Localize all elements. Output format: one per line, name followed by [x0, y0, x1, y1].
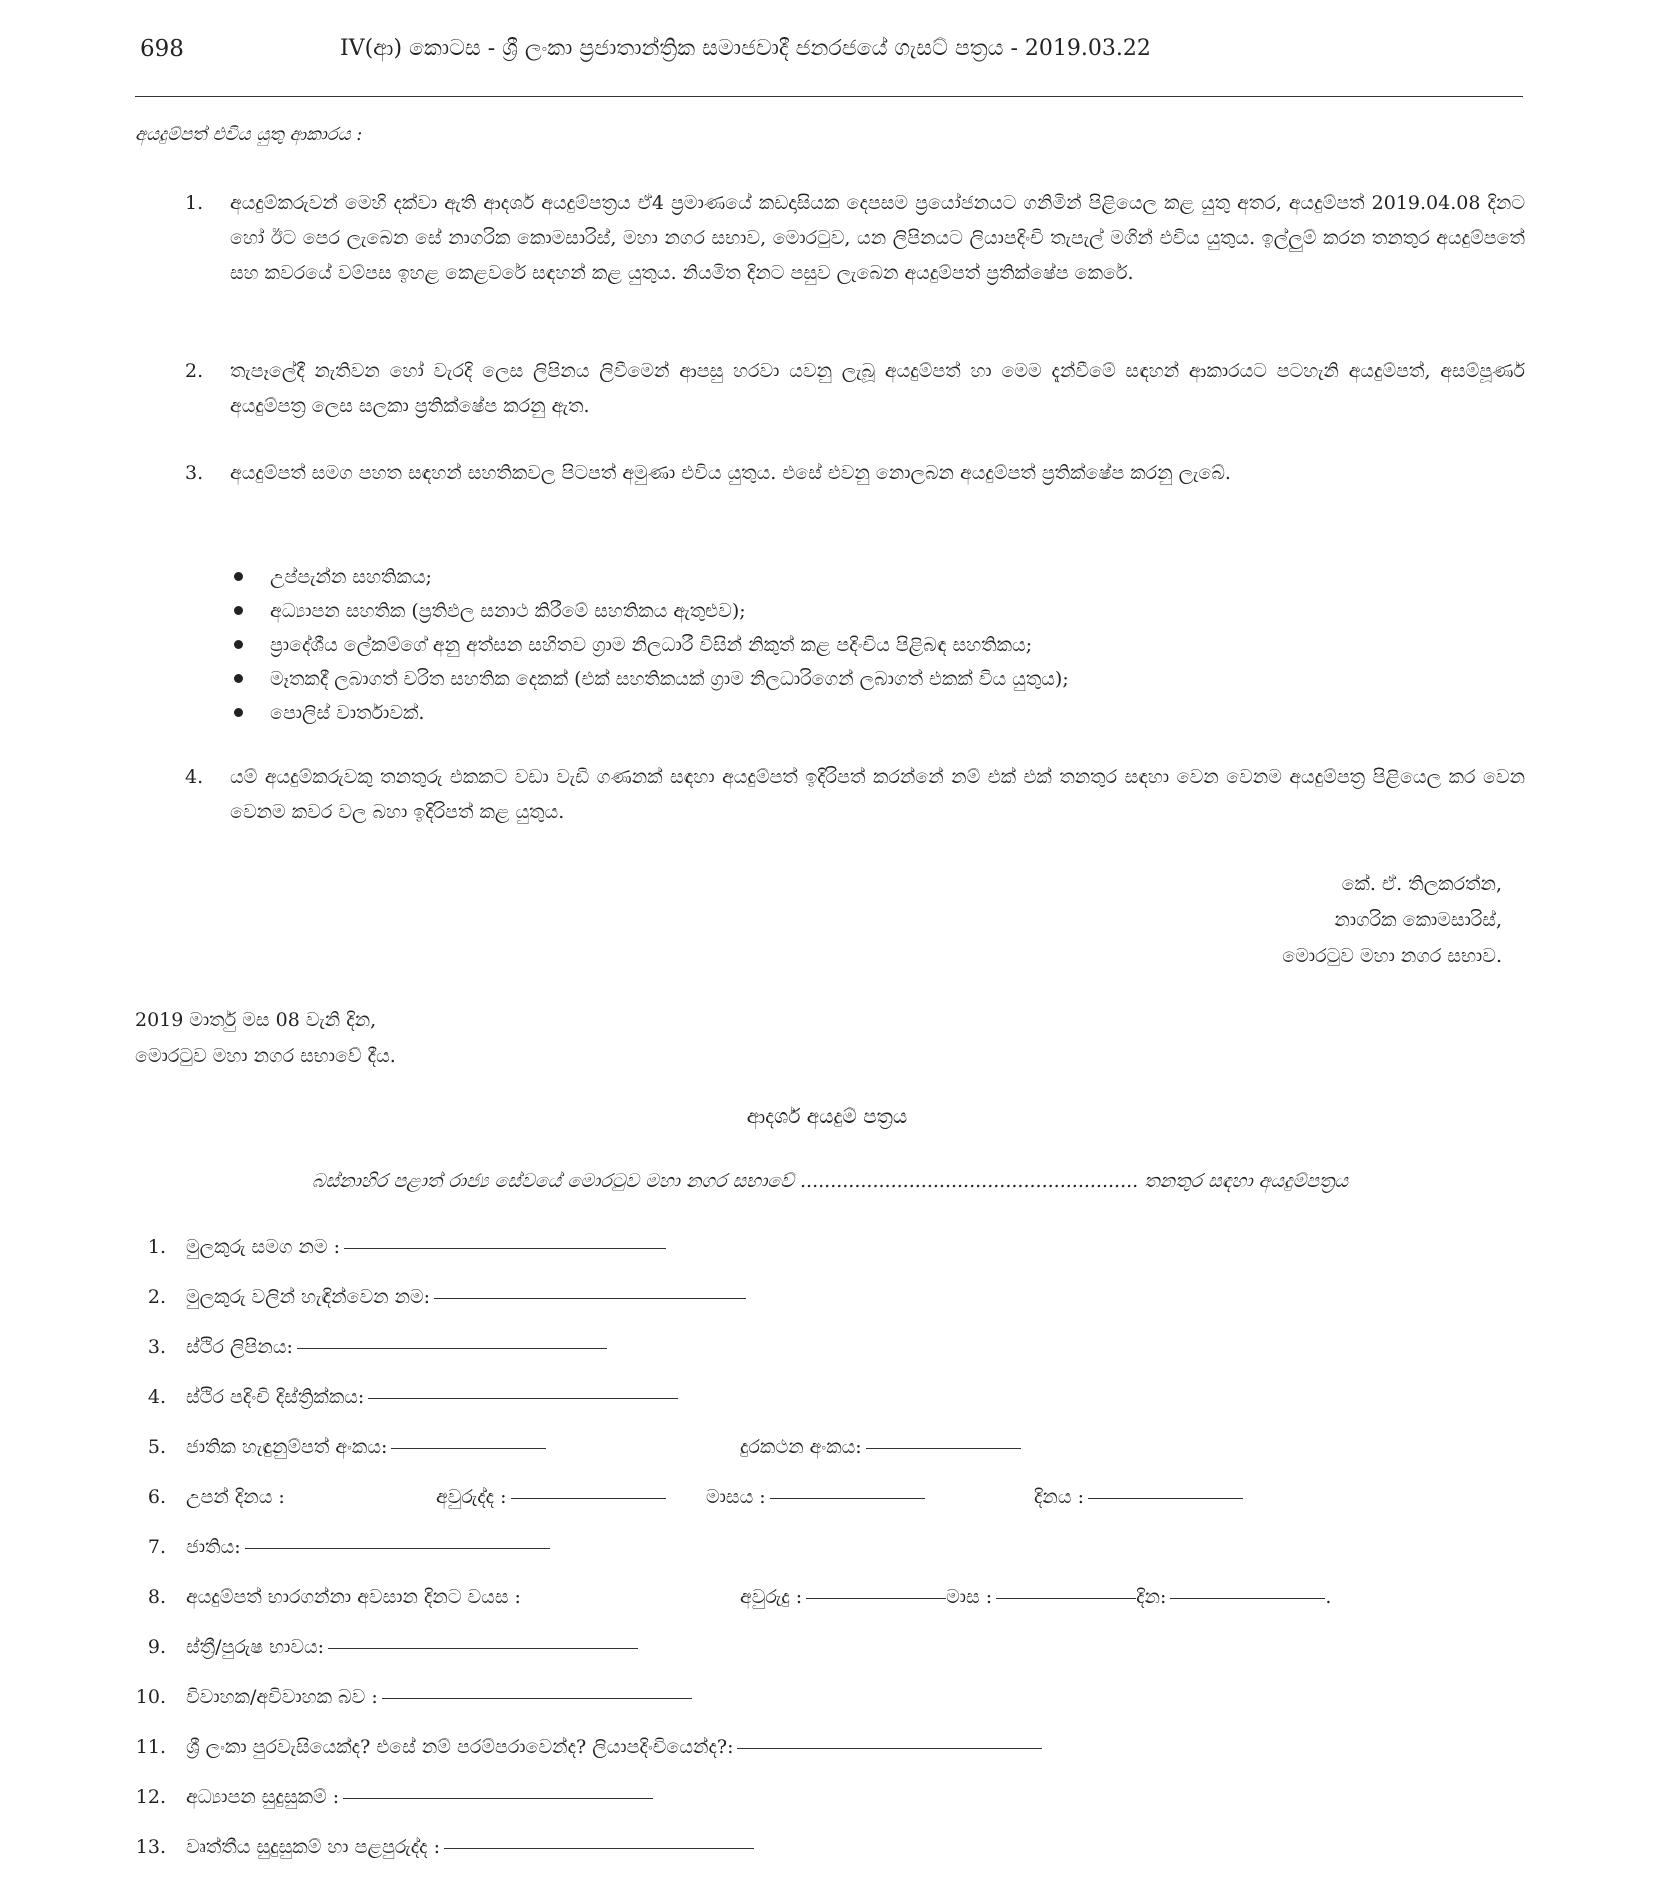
field-label: දුරකථන අංකය:	[740, 1436, 862, 1458]
field-number: 8.	[147, 1586, 166, 1608]
dob-day	[1034, 1482, 1243, 1512]
instruction-item	[135, 354, 1525, 424]
field-label: ස්ත්‍රී/පුරුෂ භාවය:	[186, 1636, 325, 1658]
blank-line[interactable]	[1088, 1498, 1243, 1499]
form-field-phone-number	[740, 1432, 1021, 1462]
form-field-citizenship	[128, 1732, 1042, 1762]
field-number: 7.	[147, 1536, 166, 1558]
field-number: 5.	[147, 1436, 166, 1458]
form-field-race	[128, 1532, 550, 1562]
age-years-months-days	[740, 1582, 1331, 1612]
date-text: 2019 මාර්තු මස 08 වැනි දින,	[135, 1009, 377, 1031]
field-label: ශ්‍රී ලංකා පුරවැසියෙක්ද? එසේ නම් පරම්පරාවෙන්ද? ලියාපදිංචියෙන්ද?:	[186, 1736, 734, 1758]
field-number: 13.	[135, 1836, 166, 1858]
blank-line[interactable]	[297, 1348, 607, 1349]
blank-line[interactable]	[1170, 1598, 1325, 1599]
field-label: .	[1325, 1586, 1332, 1608]
header-divider	[135, 96, 1523, 97]
blank-line[interactable]	[444, 1848, 754, 1849]
form-field-district	[128, 1382, 678, 1412]
signature-block	[1282, 866, 1502, 974]
field-label: දින:	[1136, 1586, 1167, 1608]
blank-line[interactable]	[368, 1398, 678, 1399]
form-field-date-of-birth	[128, 1482, 285, 1512]
form-field-age-at-closing-date	[128, 1582, 521, 1612]
field-label: දිනය :	[1034, 1486, 1084, 1508]
field-number: 2.	[147, 1286, 166, 1308]
field-label: අධ්‍යාපන සුදුසුකම් :	[186, 1786, 340, 1808]
form-field-professional-qualifications	[128, 1832, 754, 1862]
instruction-text: යම් අයදුම්කරුවකු තනතුරු එකකට වඩා වැඩි ගණනක් සඳහා අයදුම්පත් ඉදිරිපත් කරන්නේ නම් එක් එක් තනතුර සඳහා වෙන වෙනම අයදුම්පත්‍ර පිළියෙල කර වෙන වෙනම කවර වල බහා ඉදිරිපත් කළ යුතුය.	[230, 766, 1525, 823]
field-label: මුලකුරු වලින් හැඳින්වෙන නම:	[186, 1286, 431, 1308]
blank-line[interactable]	[770, 1498, 925, 1499]
field-number: 3.	[147, 1336, 166, 1358]
field-number: 12.	[135, 1786, 166, 1808]
form-field-gender	[128, 1632, 638, 1662]
blank-line[interactable]	[806, 1598, 946, 1599]
blank-line[interactable]	[343, 1798, 653, 1799]
instructions-title: අයදුම්පත් එවිය යුතු ආකාරය :	[135, 124, 363, 145]
instruction-text: අයදුම්කරුවන් මෙහි දක්වා ඇති ආදර්ශ අයදුම්පත්‍රය ඒ4 ප්‍රමාණයේ කඩදාසියක දෙපසම ප්‍රයෝජනයට ගනිමින් පිළියෙල කළ යුතු අතර, අයදුම්පත් 2019.04.08 දිනට හෝ ඊට පෙර ලැබෙන සේ නාගරික කොමසාරිස්, මහා නගර සභාව, මොරටුව, යන ලිපිනයට ලියාපදිංචි තැපැල් මගින් එවිය යුතුය. ඉල්ලුම් කරන තනතුර අයදුම්පතේ සහ කවරයේ වම්පස ඉහළ කෙළවරේ සඳහන් කළ යුතුය. නියමිත දිනට පසුව ලැබෙන අයදුම්පත් ප්‍රතික්ෂේප කෙරේ.	[230, 192, 1525, 284]
field-label: අයදුම්පත් භාරගන්නා අවසාන දිනට වයස :	[186, 1586, 521, 1608]
dateline	[135, 1002, 396, 1074]
field-label: අවුරුදු :	[740, 1586, 803, 1608]
field-number: 1.	[147, 1236, 166, 1258]
blank-line[interactable]	[391, 1448, 546, 1449]
instruction-number: 3.	[185, 462, 204, 484]
field-label: මාස :	[946, 1586, 993, 1608]
form-field-permanent-address	[128, 1332, 607, 1362]
field-label: මාසය :	[706, 1486, 766, 1508]
field-number: 11.	[135, 1736, 166, 1758]
dob-month	[706, 1482, 925, 1512]
blank-line[interactable]	[737, 1748, 1042, 1749]
field-label: ස්ථිර පදිංචි දිස්ත්‍රික්කය:	[186, 1386, 365, 1408]
page-header-title: IV(ආ) කොටස - ශ්‍රී ලංකා ප්‍රජාතාන්ත්‍රික සමාජවාදී ජනරජයේ ගැසට් පත්‍රය - 2019.03.22	[340, 36, 1151, 61]
field-label: උපන් දිනය :	[186, 1486, 285, 1508]
instruction-text: අයදුම්පත් සමග පහත සඳහන් සහතිකවල පිටපත් අමුණා එවිය යුතුය. එසේ එවනු නොලබන අයදුම්පත් ප්‍රතික්ෂේප කරනු ලැබේ.	[230, 462, 1231, 484]
list-item: මෑතකදී ලබාගත් චරිත සහතික දෙකක් (එක් සහතිකයක් ග්‍රාම නිලධාරිගෙන් ලබාගත් එකක් විය යුතුය);	[230, 662, 1380, 696]
field-label: ජාතිය:	[186, 1536, 241, 1558]
blank-line[interactable]	[328, 1648, 638, 1649]
instruction-number: 1.	[185, 192, 204, 214]
blank-line[interactable]	[382, 1698, 692, 1699]
field-label: ස්ථිර ලිපිනය:	[186, 1336, 293, 1358]
form-subtitle: බස්නාහිර පළාත් රාජ්‍ය සේවයේ මොරටුව මහා නගර සභාවේ ........................................................ තනතුර සඳහා අයදුම්පත්‍රය	[311, 1170, 1349, 1192]
page-number: 698	[140, 36, 184, 62]
field-label: ජාතික හැඳුනුම්පත් අංකය:	[186, 1436, 388, 1458]
instruction-item	[135, 186, 1525, 291]
form-field-full-name	[128, 1232, 666, 1262]
blank-line[interactable]	[344, 1248, 666, 1249]
field-number: 10.	[135, 1686, 166, 1708]
form-field-educational-qualifications	[128, 1782, 653, 1812]
form-field-nic-number	[128, 1432, 546, 1462]
field-label: වෘත්තීය සුදුසුකම් හා පළපුරුද්ද :	[186, 1836, 441, 1858]
signatory-designation: නාගරික කොමසාරිස්,	[1334, 909, 1502, 931]
place-text: මොරටුව මහා නගර සභාවේ දීය.	[135, 1045, 396, 1067]
field-label: මුලකුරු සමග නම :	[186, 1236, 340, 1258]
instruction-number: 2.	[185, 360, 204, 382]
form-field-marital-status	[128, 1682, 692, 1712]
certificate-list	[230, 560, 1380, 730]
field-label: විවාහක/අවිවාහක බව :	[186, 1686, 378, 1708]
field-number: 6.	[147, 1486, 166, 1508]
blank-line[interactable]	[866, 1448, 1021, 1449]
list-item: උප්පැන්න සහතිකය;	[230, 560, 1380, 594]
list-item: පොලිස් වාර්තාවක්.	[230, 696, 1380, 730]
list-item: අධ්‍යාපන සහතික (ප්‍රතිඵල සනාථ කිරීමේ සහතිකය ඇතුළුව);	[230, 594, 1380, 628]
form-title: ආදර්ශ අයදුම් පත්‍රය	[746, 1104, 908, 1128]
blank-line[interactable]	[434, 1298, 746, 1299]
blank-line[interactable]	[996, 1598, 1136, 1599]
blank-line[interactable]	[511, 1498, 666, 1499]
instruction-item	[135, 456, 1525, 491]
signatory-name: කේ. ඒ. තිලකරත්න,	[1341, 873, 1502, 895]
dob-year	[436, 1482, 666, 1512]
instruction-item	[135, 760, 1525, 830]
instruction-number: 4.	[185, 766, 204, 788]
blank-line[interactable]	[245, 1548, 550, 1549]
field-label: අවුරුද්ද :	[436, 1486, 507, 1508]
field-number: 4.	[147, 1386, 166, 1408]
signatory-office: මොරටුව මහා නගර සභාව.	[1282, 945, 1502, 967]
list-item: ප්‍රාදේශීය ලේකම්ගේ අනු අත්සන සහිතව ග්‍රාම නිලධාරී විසින් නිකුත් කළ පදිංචිය පිළිබඳ සහතිකය;	[230, 628, 1380, 662]
instruction-text: තැපෑලේදී නැතිවන හෝ වැරදි ලෙස ලිපිනය ලිවීමෙන් ආපසු හරවා යවනු ලැබූ අයදුම්පත් හා මෙම දැන්වීමේ සඳහන් ආකාරයට පටහැනි අයදුම්පත්, අසම්පූර්ණ අයදුම්පත්‍ර ලෙස සලකා ප්‍රතික්ෂේප කරනු ඇත.	[230, 360, 1525, 417]
form-field-name-by-initials	[128, 1282, 746, 1312]
field-number: 9.	[147, 1636, 166, 1658]
